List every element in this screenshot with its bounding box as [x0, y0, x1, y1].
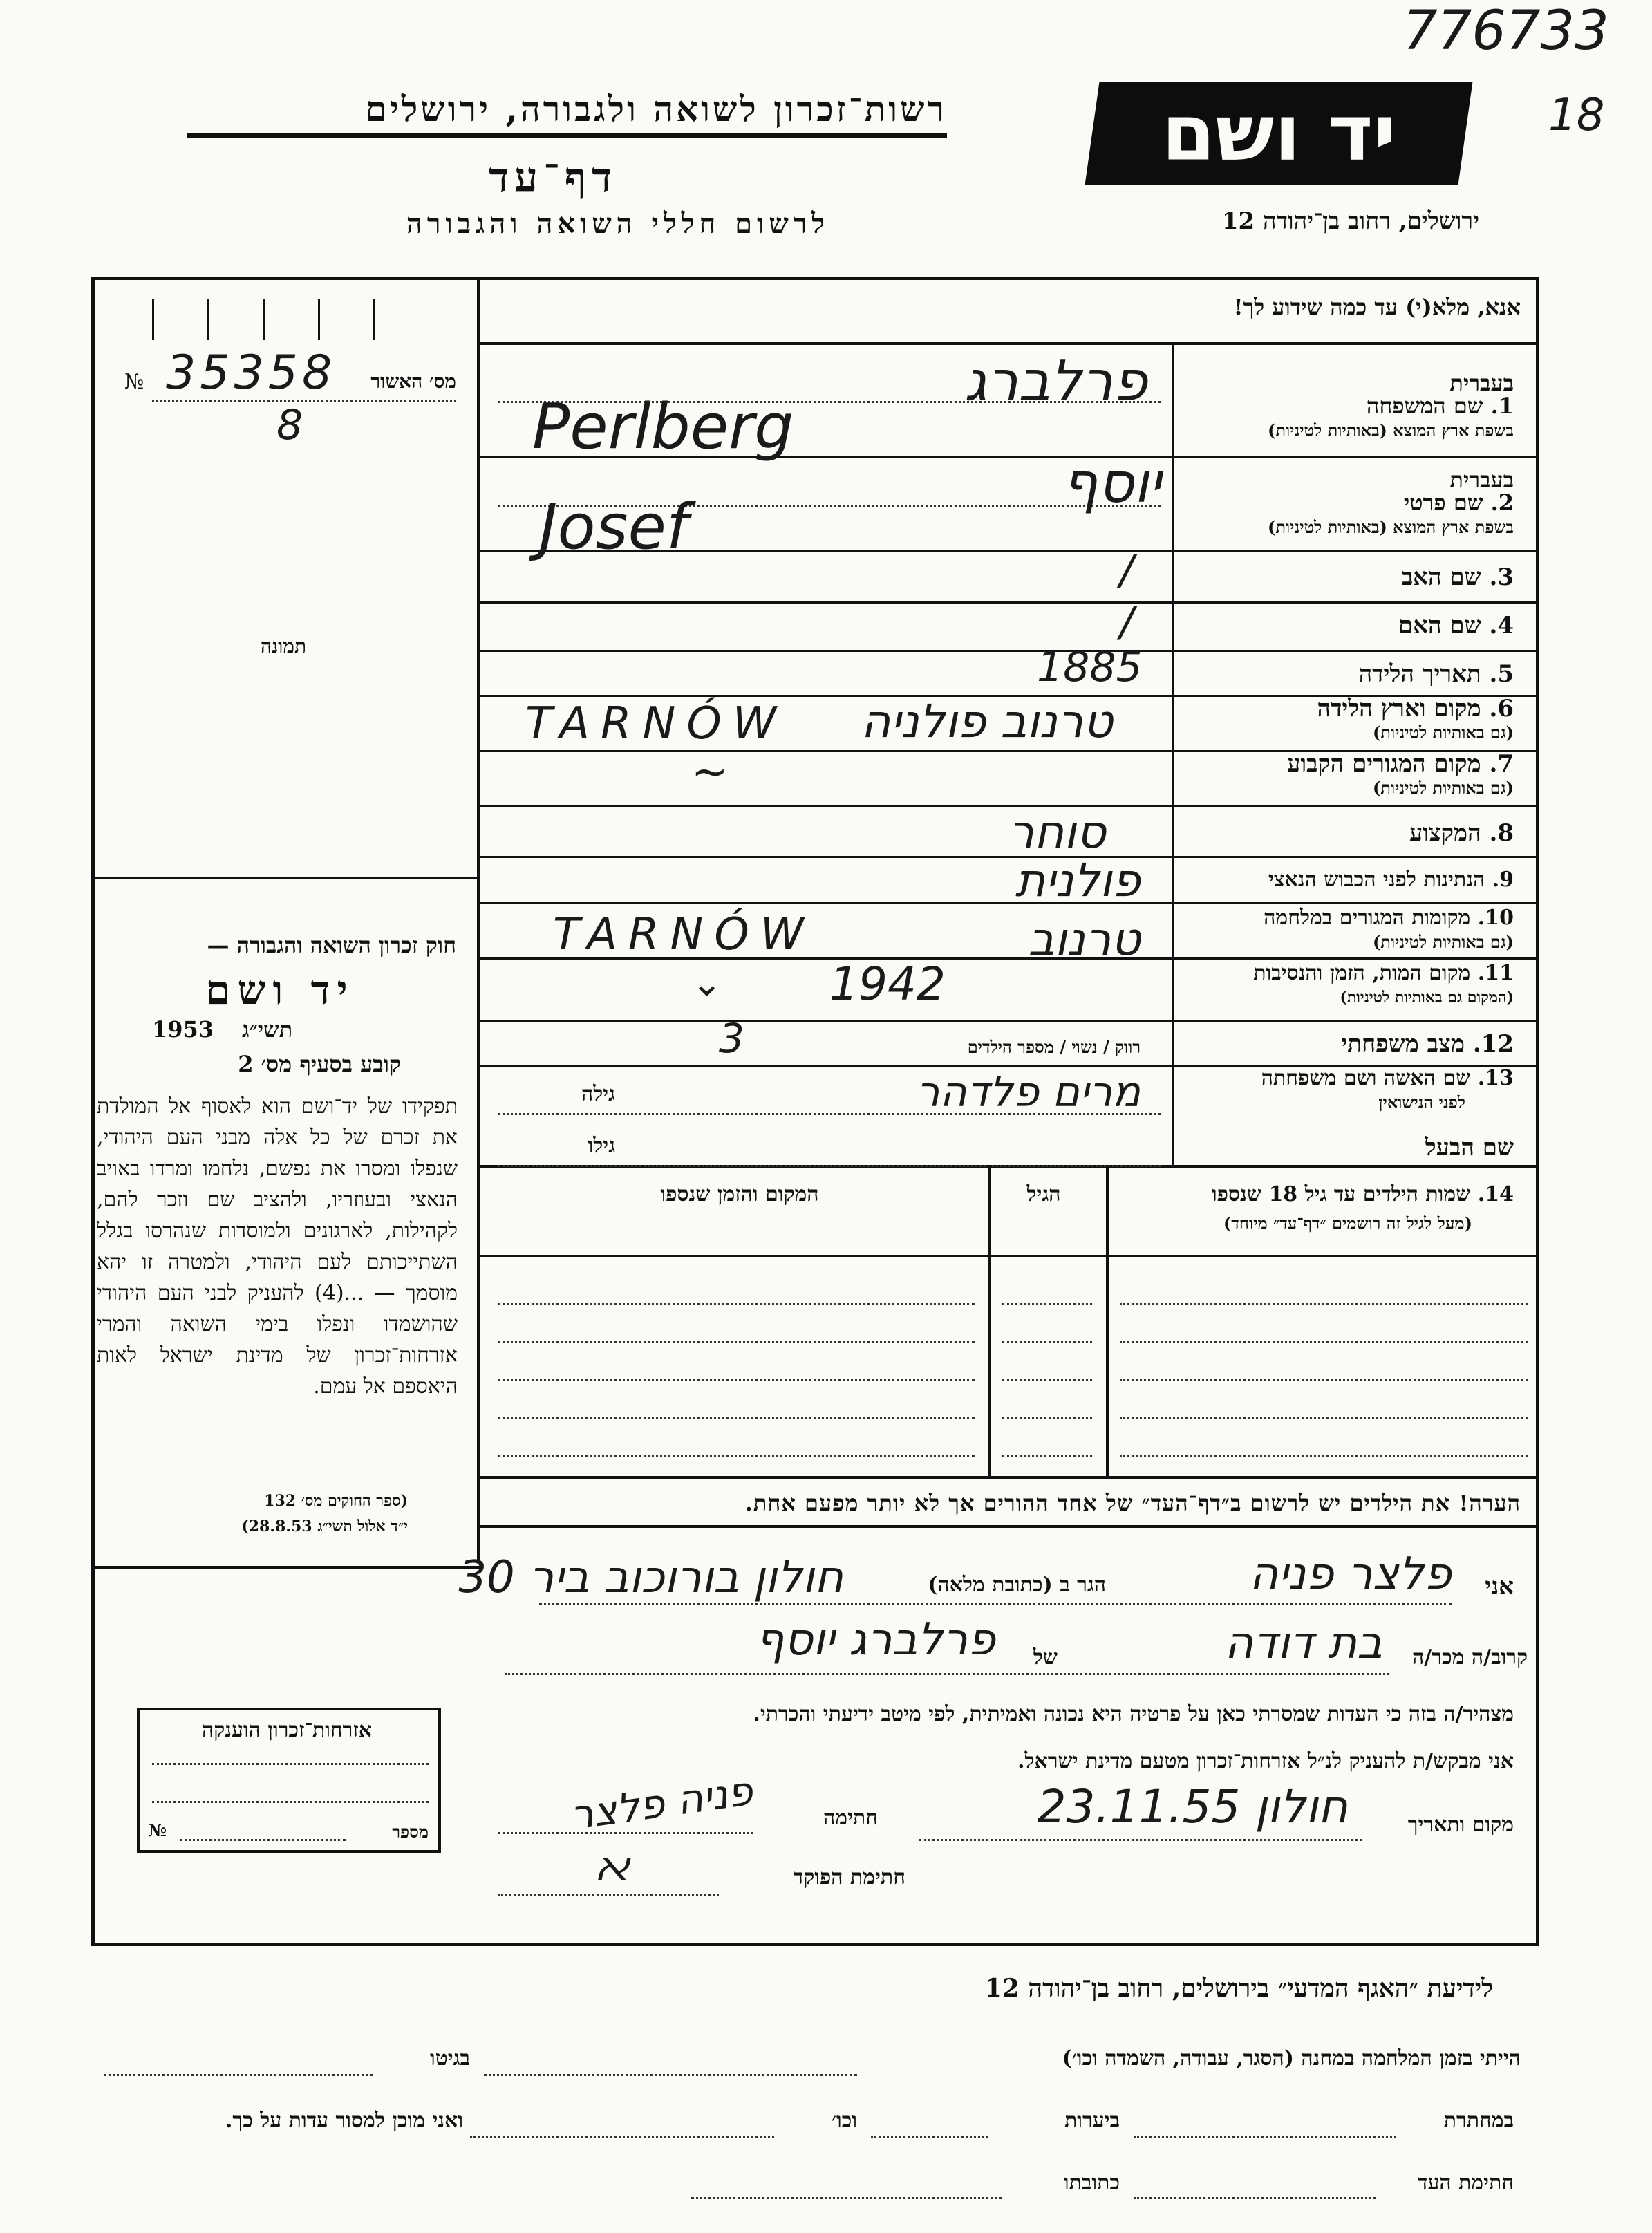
label-marital-options: רווק / נשוי / מספר הילדים [967, 1037, 1141, 1057]
value-given-latin[interactable]: Josef [539, 491, 688, 563]
law-year: 1953 [152, 1016, 214, 1043]
citizenship-title: אזרחות־זכרון הוענקה [201, 1718, 373, 1742]
field-12-num: 12. [1472, 1030, 1514, 1058]
field-3-num: 3. [1489, 563, 1514, 591]
field-10-num: 10. [1477, 906, 1514, 930]
footer-etc: וכו׳ [832, 2109, 857, 2133]
footer-forests: ביערות [1064, 2109, 1120, 2133]
value-father[interactable]: / [1120, 546, 1134, 595]
value-residence[interactable]: ~ [691, 747, 729, 798]
label-birth-place: מקום וארץ הלידה [1317, 695, 1481, 722]
label-i: אני [1485, 1573, 1514, 1600]
label-wife: שם האשה ושם משפחתה [1261, 1066, 1471, 1090]
label-birth-date: תאריך הלידה [1358, 660, 1481, 688]
approval-prefix: № [124, 370, 144, 394]
value-family-heb[interactable]: פרלברג [964, 349, 1147, 413]
value-birth-date[interactable]: 1885 [1037, 643, 1143, 691]
label-husband: שם הבעל [1425, 1134, 1514, 1161]
label-citizenship: הנתינות לפני הכבוש הנאצי [1268, 868, 1485, 892]
label-father: שם האב [1401, 563, 1481, 591]
footer-witness-signature: חתימת העד [1417, 2171, 1514, 2195]
law-source-2: י״ד אלול תשי״ג 28.8.53) [241, 1517, 408, 1535]
value-given-heb[interactable]: יוסף [1062, 451, 1161, 515]
col-place-header: המקום והזמן שנספו [660, 1182, 819, 1206]
value-occupation[interactable]: סוחר [1008, 805, 1106, 859]
field-9-num: 9. [1492, 868, 1514, 892]
value-wife[interactable]: מרים פלדהר [916, 1068, 1141, 1116]
value-declarant[interactable]: פלצר פניה [1249, 1549, 1452, 1600]
value-war-residence-heb[interactable]: טרנוב [1028, 913, 1141, 966]
footer-info: לידיעת ״האגף המדעי״ בירושלים, רחוב בן־יהודה 12 [984, 1974, 1493, 2003]
citizenship-number-label: מספר [392, 1822, 429, 1842]
citizenship-prefix: № [149, 1820, 167, 1840]
value-birth-place-heb[interactable]: טרנוב פולניה [861, 695, 1113, 748]
approval-number[interactable]: 35358 [166, 346, 337, 400]
label-family-sub: בשפת ארץ המוצא (באותיות לטיניות) [1268, 420, 1514, 440]
field-8-num: 8. [1489, 819, 1514, 847]
value-family-latin[interactable]: Perlberg [532, 391, 794, 463]
label-mother: שם האם [1398, 612, 1481, 639]
field-2-num: 2. [1490, 489, 1514, 516]
label-death-sub: (המקום גם באותיות לטיניות) [1340, 989, 1514, 1007]
label-residence: מקום המגורים הקבוע [1287, 750, 1481, 778]
value-address[interactable]: חולון בורוכוב ביר 30 [458, 1552, 843, 1603]
value-war-residence-latin[interactable]: TARNÓW [553, 909, 815, 960]
label-officer: חתימת הפוקד [793, 1865, 905, 1889]
label-signature: חתימה [823, 1806, 878, 1830]
label-resides: הגר ב (כתובת מלאה) [928, 1573, 1106, 1597]
address: ירושלים, רחוב בן־יהודה 12 [1221, 207, 1479, 235]
law-year-heb: תשי״ג [242, 1016, 293, 1043]
intro-text: אנא, מלא(י) עד כמה שידוע לך! [1233, 294, 1521, 320]
footer-underground: במחתרת [1443, 2109, 1514, 2133]
label-war-residence: מקומות המגורים במלחמה [1264, 906, 1471, 930]
label-place-date: מקום ותאריך [1407, 1813, 1514, 1837]
death-mark: ⌄ [691, 961, 723, 1005]
law-source-1: (ספר החוקים מס׳ 132 [264, 1492, 408, 1510]
value-signature[interactable]: פניה פלצר [567, 1766, 756, 1840]
label-given-sub: בשפת ארץ המוצא (באותיות לטיניות) [1268, 517, 1514, 537]
label-family-tag: בעברית [1449, 370, 1514, 396]
label-marital: מצב משפחתי [1341, 1030, 1465, 1058]
value-of-name[interactable]: פרלברג יוסף [755, 1614, 995, 1665]
label-given-tag: בעברית [1449, 467, 1514, 493]
law-title: חוק זכרון השואה והגבורה — [207, 932, 456, 958]
officer-signature: ﬡ [594, 1842, 630, 1891]
label-birth-place-sub: (גם באותיות לטיניות) [1372, 722, 1514, 742]
request-text: אני מבקש/ת להעניק לנ״ל אזרחות־זכרון מטעם מדינת ישראל. [1017, 1749, 1514, 1773]
law-text: תפקידו של יד־ושם הוא לאסוף אל המולדת את זכרם של כל אלה מבני העם היהודי, שנפלו ומסרו את נפשם, נלחמו ומרדו באויב הנאצי ובעוזריו, ולהציב שם וזכר להם, לקהילות, לארגונים ולמוסדות שנהרסו בגלל השתייכותם לעם היהודי, ולמטרה זו יהא מוסמך — ...(4) להעניק לבני העם היהודי שהושמדו ונפלו בימי השואה והמרי אזרחות־זכרון של מדינת ישראל לאות היאספם אל עמם. [97, 1094, 458, 1399]
value-death[interactable]: 1942 [829, 957, 946, 1011]
value-relation[interactable]: בת דודה [1224, 1618, 1382, 1669]
col-age-header: הגיל [1026, 1182, 1061, 1206]
law-name: יד ושם [205, 966, 355, 1013]
label-family-name: שם המשפחה [1366, 393, 1483, 419]
page-subtitle: לרשום חללי השואה והגבורה [406, 207, 829, 240]
value-mother[interactable]: / [1120, 598, 1134, 646]
approval-sub: 8 [276, 401, 303, 449]
archive-sub: 18 [1548, 90, 1605, 141]
field-14-num: 14. [1477, 1182, 1514, 1206]
label-war-residence-sub: (גם באותיות לטיניות) [1372, 932, 1514, 952]
label-children: שמות הילדים עד גיל 18 שנספו [1211, 1182, 1471, 1206]
label-death: מקום המות, הזמן והנסיבות [1253, 961, 1471, 985]
label-wife-sub: לפני הנישואין [1378, 1092, 1465, 1112]
value-birth-place-latin[interactable]: TARNÓW [525, 698, 787, 749]
footer-ghetto: בגיטו [429, 2046, 470, 2071]
footer-camp: הייתי בזמן המלחמה במחנה (הסגר, עבודה, השמדה וכו׳) [1062, 2046, 1521, 2071]
statement-text: מצהיר/ה בזה כי העדות שמסרתי כאן על פרטיה היא נכונה ואמיתית, לפי מיטב ידיעתי והכרתי. [753, 1702, 1514, 1726]
value-children-count[interactable]: 3 [719, 1015, 744, 1062]
label-husband-age: גילו [588, 1134, 615, 1158]
label-occupation: המקצוע [1409, 819, 1481, 847]
label-relative: קרוב/ה מכר/ה [1412, 1645, 1528, 1670]
value-citizenship[interactable]: פולנית [1015, 854, 1141, 907]
label-of: של [1033, 1645, 1058, 1670]
page-title: דף־עד [489, 153, 617, 202]
footer-ready: ואני מוכן למסור עדות על כך. [225, 2109, 463, 2133]
field-4-num: 4. [1489, 612, 1514, 639]
label-wife-age: גילה [581, 1082, 615, 1106]
value-place-date[interactable]: חולון 23.11.55 [1037, 1780, 1348, 1833]
note-text: הערה! את הילדים יש לרשום ב״דף־העד״ של אחד ההורים אך לא יותר מפעם אחת. [744, 1490, 1521, 1516]
field-7-num: 7. [1489, 750, 1514, 778]
approval-label: מס׳ האשור [370, 370, 456, 393]
field-13-num: 13. [1477, 1066, 1514, 1090]
label-given-name: שם פרטי [1403, 489, 1483, 516]
archive-number: 776733 [1403, 0, 1609, 62]
field-5-num: 5. [1489, 660, 1514, 688]
logo-text: יד ושם [1161, 88, 1396, 178]
photo-label: תמונה [260, 635, 307, 657]
label-residence-sub: (גם באותיות לטיניות) [1372, 778, 1514, 798]
field-1-num: 1. [1490, 393, 1514, 419]
footer-address: כתובתו [1063, 2171, 1120, 2195]
label-children-sub: (מעל לגיל זה רושמים ״דף־עד״ מיוחד) [1223, 1213, 1472, 1233]
field-11-num: 11. [1477, 961, 1514, 985]
field-6-num: 6. [1489, 695, 1514, 722]
law-clause: קובע בסעיף מס׳ 2 [238, 1051, 401, 1077]
org-line: רשות־זכרון לשואה ולגבורה, ירושלים [187, 88, 947, 138]
